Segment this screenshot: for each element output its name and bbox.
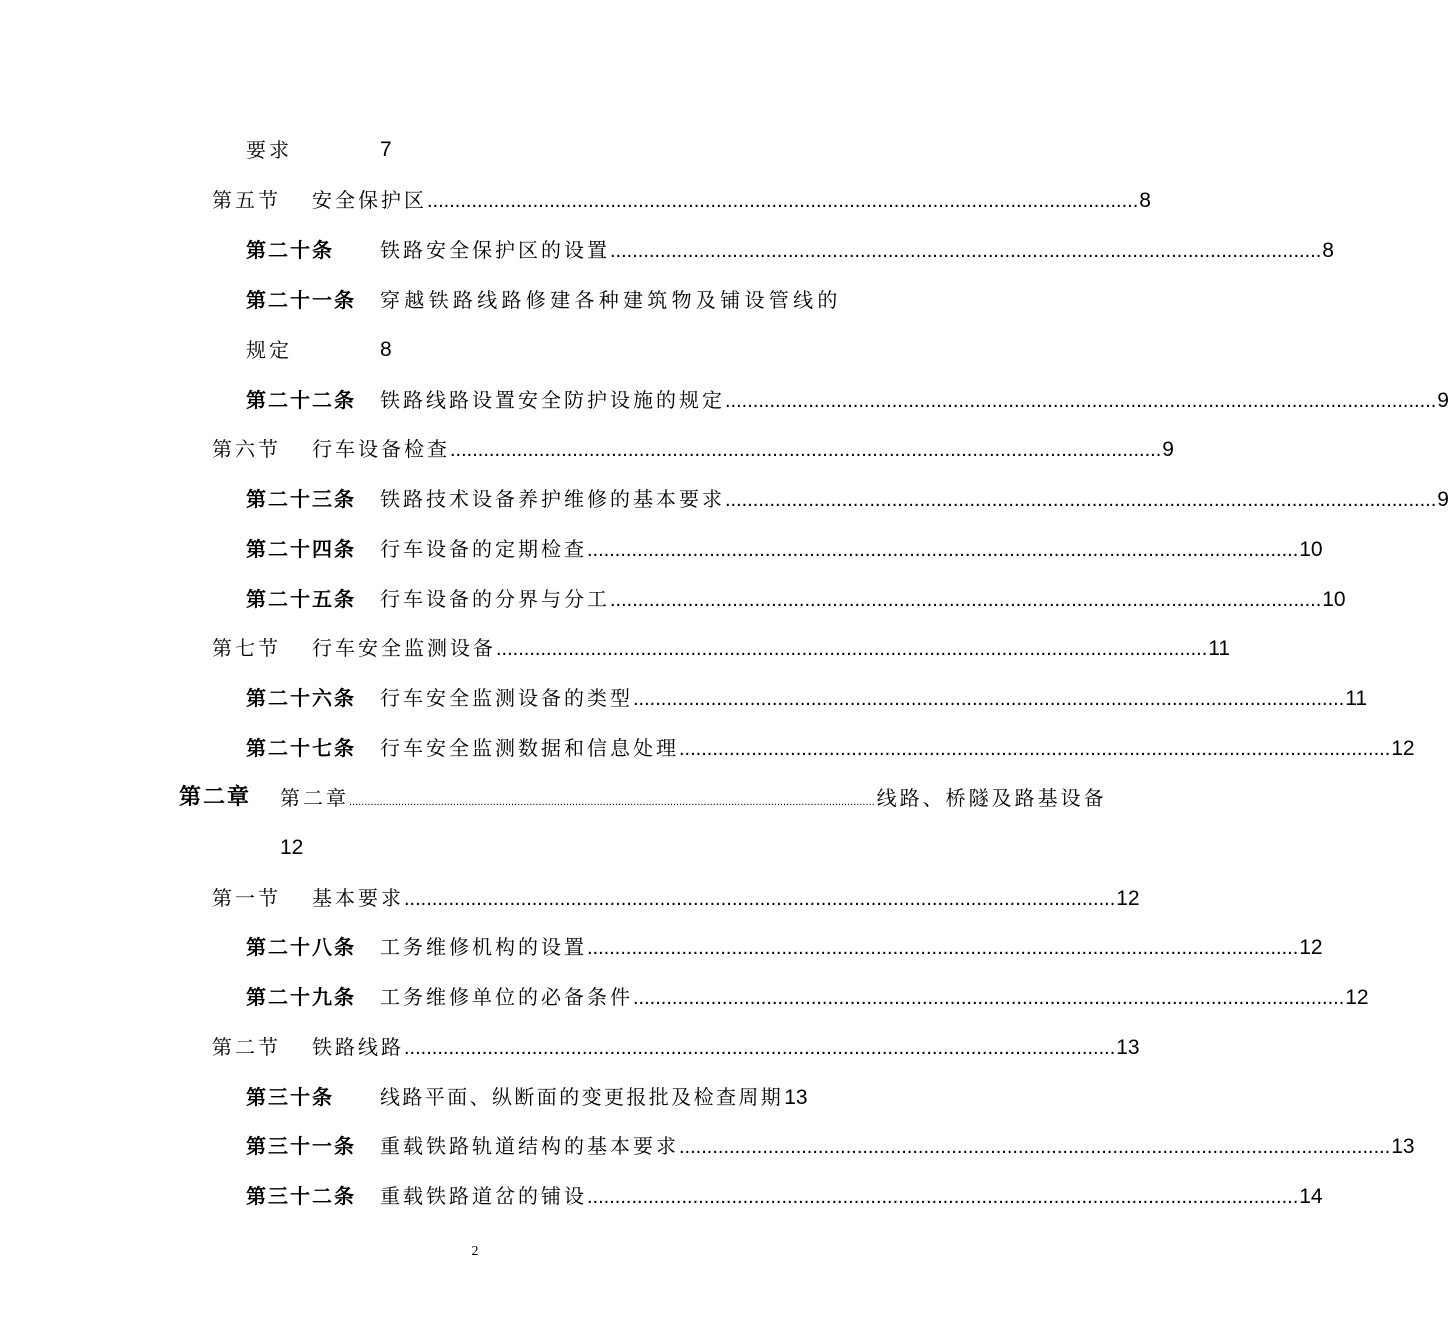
toc-entry-body — [312, 1030, 1140, 1064]
toc-section-label: 第七节 — [212, 636, 281, 660]
toc-article-title: 工务维修机构的设置 — [380, 935, 587, 959]
toc-article-entry[interactable] — [0, 930, 1323, 964]
toc-leader-dots: ................................................................................................................................ — [679, 1136, 1391, 1158]
toc-page-number: 8 — [1322, 239, 1334, 262]
toc-page-number: 11 — [1345, 687, 1368, 710]
toc-article-entry[interactable] — [0, 233, 1334, 267]
toc-leader-dots: ................................................................................................................................ — [587, 1186, 1299, 1208]
toc-page-number: 10 — [1322, 588, 1346, 611]
toc-leader-dots: ................................................................................................................................ — [679, 738, 1391, 760]
toc-entry-body — [380, 383, 1449, 417]
toc-entry-body — [312, 631, 1231, 665]
toc-article-title: 工务维修单位的必备条件 — [380, 985, 633, 1009]
toc-section-label: 第二节 — [212, 1035, 281, 1059]
toc-entry-body — [312, 432, 1174, 466]
toc-entry-body — [380, 1179, 1323, 1213]
toc-article-title: 行车安全监测设备的类型 — [380, 686, 633, 710]
toc-article-title: 行车设备的定期检查 — [380, 537, 587, 561]
toc-article-label: 第二十六条 — [246, 686, 356, 710]
toc-article-label: 第二十四条 — [246, 537, 356, 561]
toc-article-title: 行车安全监测数据和信息处理 — [380, 736, 679, 760]
toc-section-title: 基本要求 — [312, 886, 404, 910]
toc-page-number: 12 — [1299, 936, 1323, 959]
toc-leader-dots: ................................................................................................................................ — [587, 937, 1299, 959]
toc-leader-dots: ................................................................................................................................ — [633, 688, 1345, 710]
toc-leader-dots: ................................................................................................................................ — [610, 240, 1322, 262]
toc-article-label: 第二十五条 — [246, 587, 356, 611]
toc-section-label: 第六节 — [212, 437, 281, 461]
toc-page-number: 13 — [1116, 1036, 1140, 1059]
toc-section-entry[interactable] — [0, 881, 1140, 915]
toc-leader-dots: ................................................................................................................................ — [725, 390, 1437, 412]
toc-leader-dots: ................................................................................................................................ — [610, 589, 1322, 611]
toc-page-number: 9 — [1162, 438, 1174, 461]
toc-leader-dots: ................................................................................................................................ — [427, 190, 1139, 212]
toc-leader-dots: ................................................................................................................................ — [725, 489, 1437, 511]
toc-article-entry[interactable] — [0, 482, 1449, 516]
toc-page-number: 9 — [1437, 488, 1449, 511]
footer-page-number: 2 — [471, 1244, 479, 1259]
toc-article-label: 第二十九条 — [246, 985, 356, 1009]
toc-article-entry[interactable] — [0, 980, 1369, 1014]
toc-entry-body — [380, 1129, 1415, 1163]
toc-entry-body — [312, 881, 1140, 915]
toc-chapter-subtitle: 线路、桥隧及路基设备 — [876, 786, 1107, 810]
toc-leader-dots: ................................................................................................................................ — [404, 888, 1116, 910]
toc-section-title: 行车设备检查 — [312, 437, 450, 461]
toc-article-entry[interactable] — [0, 532, 1323, 566]
toc-entry-body — [380, 930, 1323, 964]
toc-section-entry[interactable] — [0, 1030, 1140, 1064]
toc-article-label: 第三十一条 — [246, 1134, 356, 1158]
toc-chapter-label: 第二章 — [179, 785, 252, 810]
toc-section-label: 第一节 — [212, 886, 281, 910]
toc-entry-body — [380, 482, 1449, 516]
toc-leader-dots: ................................................................................................................................ — [450, 439, 1162, 461]
toc-section-entry[interactable] — [0, 183, 1151, 217]
toc-article-entry[interactable] — [0, 1129, 1415, 1163]
toc-leader-dots: ................................................................................................................................ — [587, 539, 1299, 561]
toc-article-entry[interactable] — [0, 681, 1368, 715]
toc-line — [0, 831, 950, 865]
toc-article-title: 铁路线路设置安全防护设施的规定 — [380, 388, 725, 412]
toc-entry-body — [380, 1080, 806, 1114]
toc-article-label: 第二十七条 — [246, 736, 356, 760]
toc-article-title: 重载铁路道岔的铺设 — [380, 1184, 587, 1208]
toc-article-entry[interactable] — [0, 582, 1346, 616]
toc-article-title: 铁路安全保护区的设置 — [380, 238, 610, 262]
toc-section-title: 行车安全监测设备 — [312, 636, 496, 660]
toc-article-label: 第三十二条 — [246, 1184, 356, 1208]
toc-article-entry[interactable] — [0, 731, 1415, 765]
toc-entry-body — [380, 532, 1323, 566]
toc-article-entry[interactable] — [0, 1080, 950, 1114]
toc-article-title: 行车设备的分界与分工 — [380, 587, 610, 611]
toc-section-entry[interactable] — [0, 631, 1231, 665]
toc-article-label: 第二十三条 — [246, 487, 356, 511]
toc-section-label: 第五节 — [212, 188, 281, 212]
toc-leader-dots: ................................................................................................................................ — [633, 987, 1345, 1009]
toc-entry-body — [380, 582, 1346, 616]
toc-entry-body — [312, 183, 1151, 217]
toc-page-number: 12 — [1391, 737, 1415, 760]
toc-entry-body — [380, 731, 1415, 765]
toc-article-entry[interactable] — [0, 1179, 1323, 1213]
toc-page-number: 12 — [280, 836, 304, 859]
toc-article-entry[interactable] — [0, 383, 1449, 417]
toc-entry-body — [380, 681, 1368, 715]
toc-article-title: 穿越铁路线路修建各种建筑物及铺设管线的 — [380, 288, 842, 312]
toc-article-title: 线路平面、纵断面的变更报批及检查周期 — [380, 1085, 784, 1109]
toc-page-number: 8 — [1139, 189, 1151, 212]
toc-page-number: 8 — [380, 338, 392, 361]
toc-page-number: 12 — [1345, 986, 1369, 1009]
toc-article-label: 第二十一条 — [246, 288, 356, 312]
toc-leader-dots: ............................................................................................................................................................................ — [349, 796, 875, 808]
toc-page-number: 13 — [784, 1086, 808, 1109]
toc-article-label: 第二十条 — [246, 238, 334, 262]
toc-entry-body — [280, 781, 1107, 815]
toc-entry-body — [380, 980, 1369, 1014]
toc-chapter-title: 第二章 — [280, 786, 349, 810]
toc-page-number: 9 — [1437, 389, 1449, 412]
toc-continuation-text: 规定 — [246, 338, 292, 362]
toc-page-number: 13 — [1391, 1135, 1415, 1158]
toc-page-number: 10 — [1299, 538, 1323, 561]
toc-page-number: 14 — [1299, 1185, 1323, 1208]
toc-article-entry[interactable] — [0, 283, 950, 317]
toc-page-number: 11 — [1208, 637, 1231, 660]
toc-continuation-text: 要求 — [246, 138, 292, 162]
toc-article-label: 第三十条 — [246, 1085, 334, 1109]
toc-section-title: 安全保护区 — [312, 188, 427, 212]
toc-page-number: 7 — [380, 138, 392, 161]
toc-article-title: 铁路技术设备养护维修的基本要求 — [380, 487, 725, 511]
toc-section-title: 铁路线路 — [312, 1035, 404, 1059]
toc-chapter-entry[interactable] — [0, 781, 1107, 815]
toc-line — [0, 133, 950, 167]
toc-line — [0, 333, 950, 367]
toc-leader-dots: ................................................................................................................................ — [496, 638, 1208, 660]
toc-leader-dots: ................................................................................................................................ — [404, 1037, 1116, 1059]
toc-page-number: 12 — [1116, 887, 1140, 910]
toc-article-label: 第二十二条 — [246, 388, 356, 412]
toc-entry-body — [380, 233, 1334, 267]
toc-article-label: 第二十八条 — [246, 935, 356, 959]
toc-section-entry[interactable] — [0, 432, 1174, 466]
toc-article-title: 重载铁路轨道结构的基本要求 — [380, 1134, 679, 1158]
